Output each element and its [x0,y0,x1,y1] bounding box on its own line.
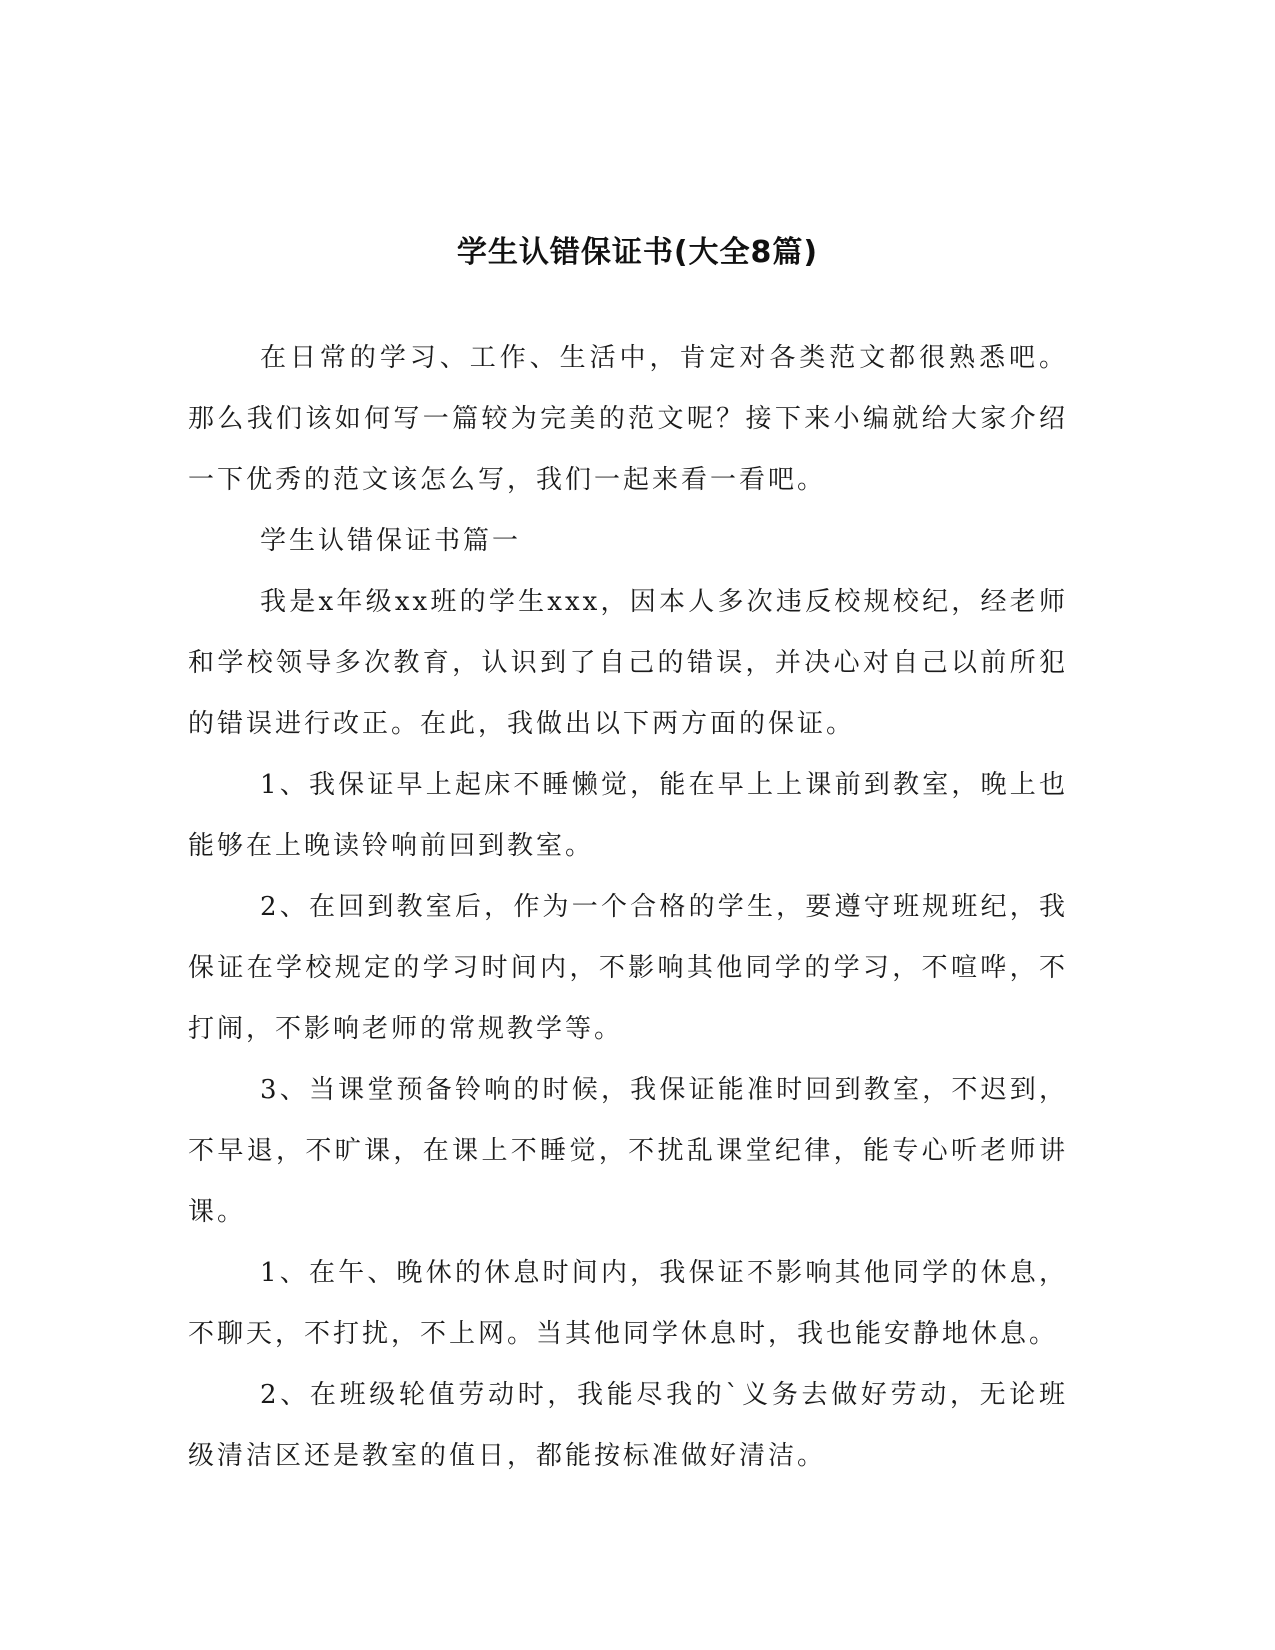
body-paragraph: 我是x年级xx班的学生xxx，因本人多次违反校规校纪，经老师和学校领导多次教育，认识到了自己的错误，并决心对自己以前所犯的错误进行改正。在此，我做出以下两方面的保证。 [188,587,1068,739]
body-paragraph: 1、我保证早上起床不睡懒觉，能在早上上课前到教室，晚上也能够在上晚读铃响前回到教室。 [188,770,1068,861]
body-paragraph: 2、在班级轮值劳动时，我能尽我的`义务去做好劳动，无论班级清洁区还是教室的值日，都能按标准做好清洁。 [188,1380,1068,1471]
intro-paragraph: 在日常的学习、工作、生活中，肯定对各类范文都很熟悉吧。那么我们该如何写一篇较为完美的范文呢？接下来小编就给大家介绍一下优秀的范文该怎么写，我们一起来看一看吧。 [188,343,1068,495]
document-title: 学生认错保证书(大全8篇) [456,235,819,271]
body-paragraph: 3、当课堂预备铃响的时候，我保证能准时回到教室，不迟到，不早退，不旷课，在课上不睡觉，不扰乱课堂纪律，能专心听老师讲课。 [188,1075,1068,1227]
body-paragraph: 2、在回到教室后，作为一个合格的学生，要遵守班规班纪，我保证在学校规定的学习时间内，不影响其他同学的学习，不喧哗，不打闹，不影响老师的常规教学等。 [188,892,1068,1044]
section-heading: 学生认错保证书篇一 [260,526,522,556]
document-body [188,328,1068,1487]
body-paragraph: 1、在午、晚休的休息时间内，我保证不影响其他同学的休息，不聊天，不打扰，不上网。当其他同学休息时，我也能安静地休息。 [188,1258,1068,1349]
